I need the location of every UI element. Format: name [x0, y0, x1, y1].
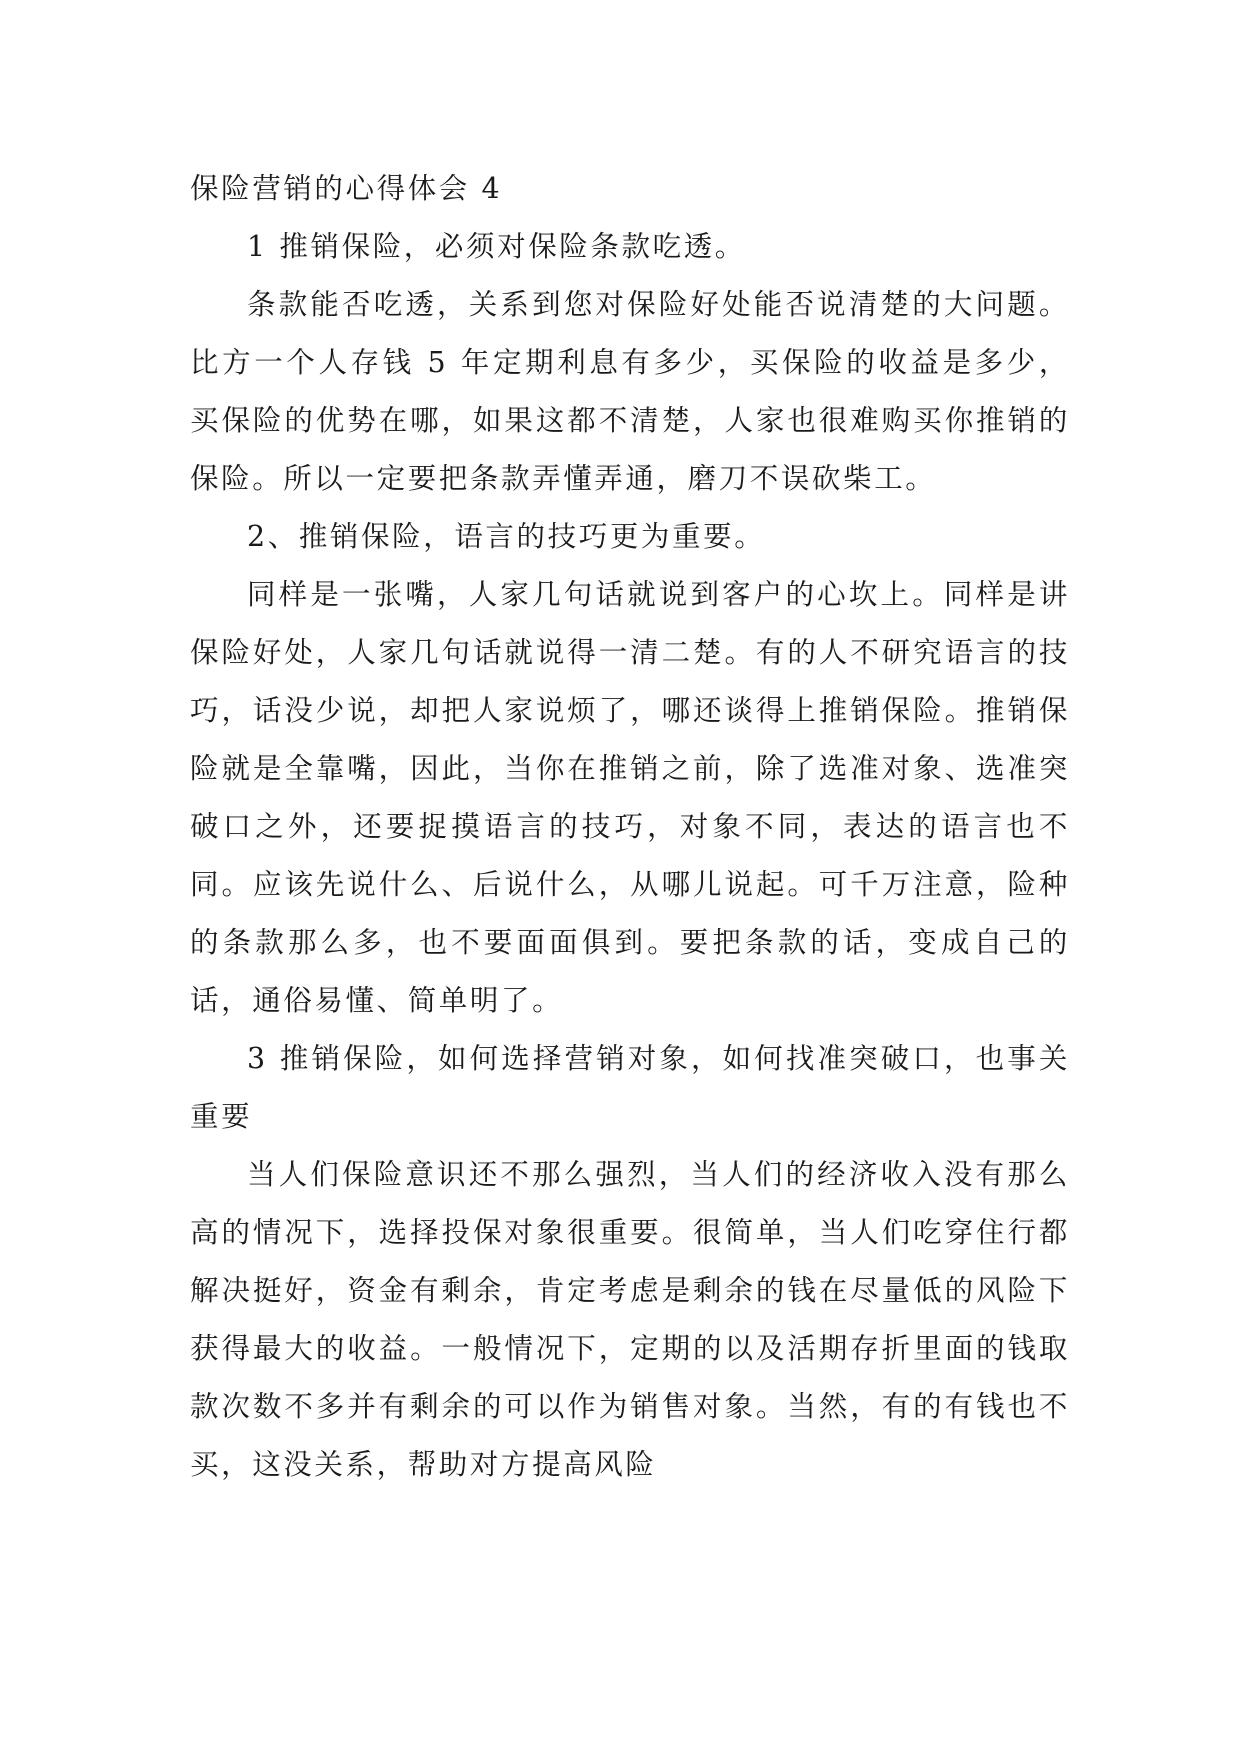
paragraph-5: 3 推销保险，如何选择营销对象，如何找准突破口，也事关重要 — [190, 1042, 1070, 1133]
paragraph-2: 条款能否吃透，关系到您对保险好处能否说清楚的大问题。比方一个人存钱 5 年定期利息有多少，买保险的收益是多少，买保险的优势在哪，如果这都不清楚，人家也很难购买你推销的保险。所以一定要把条款弄懂弄通，磨刀不误砍柴工。 — [190, 288, 1070, 495]
paragraph-1: 1 推销保险，必须对保险条款吃透。 — [247, 230, 746, 263]
paragraph-6: 当人们保险意识还不那么强烈，当人们的经济收入没有那么高的情况下，选择投保对象很重要。很简单，当人们吃穿住行都解决挺好，资金有剩余，肯定考虑是剩余的钱在尽量低的风险下获得最大的收益。一般情况下，定期的以及活期存折里面的钱取款次数不多并有剩余的可以作为销售对象。当然，有的有钱也不买，这没关系，帮助对方提高风险 — [190, 1158, 1070, 1481]
document-title: 保险营销的心得体会 4 — [190, 172, 503, 205]
paragraph-4: 同样是一张嘴，人家几句话就说到客户的心坎上。同样是讲保险好处，人家几句话就说得一清二楚。有的人不研究语言的技巧，话没少说，却把人家说烦了，哪还谈得上推销保险。推销保险就是全靠嘴，因此，当你在推销之前，除了选准对象、选准突破口之外，还要捉摸语言的技巧，对象不同，表达的语言也不同。应该先说什么、后说什么，从哪儿说起。可千万注意，险种的条款那么多，也不要面面俱到。要把条款的话，变成自己的话，通俗易懂、简单明了。 — [190, 578, 1070, 1017]
paragraph-3: 2、推销保险，语言的技巧更为重要。 — [247, 520, 766, 553]
document-body — [190, 160, 1070, 1494]
